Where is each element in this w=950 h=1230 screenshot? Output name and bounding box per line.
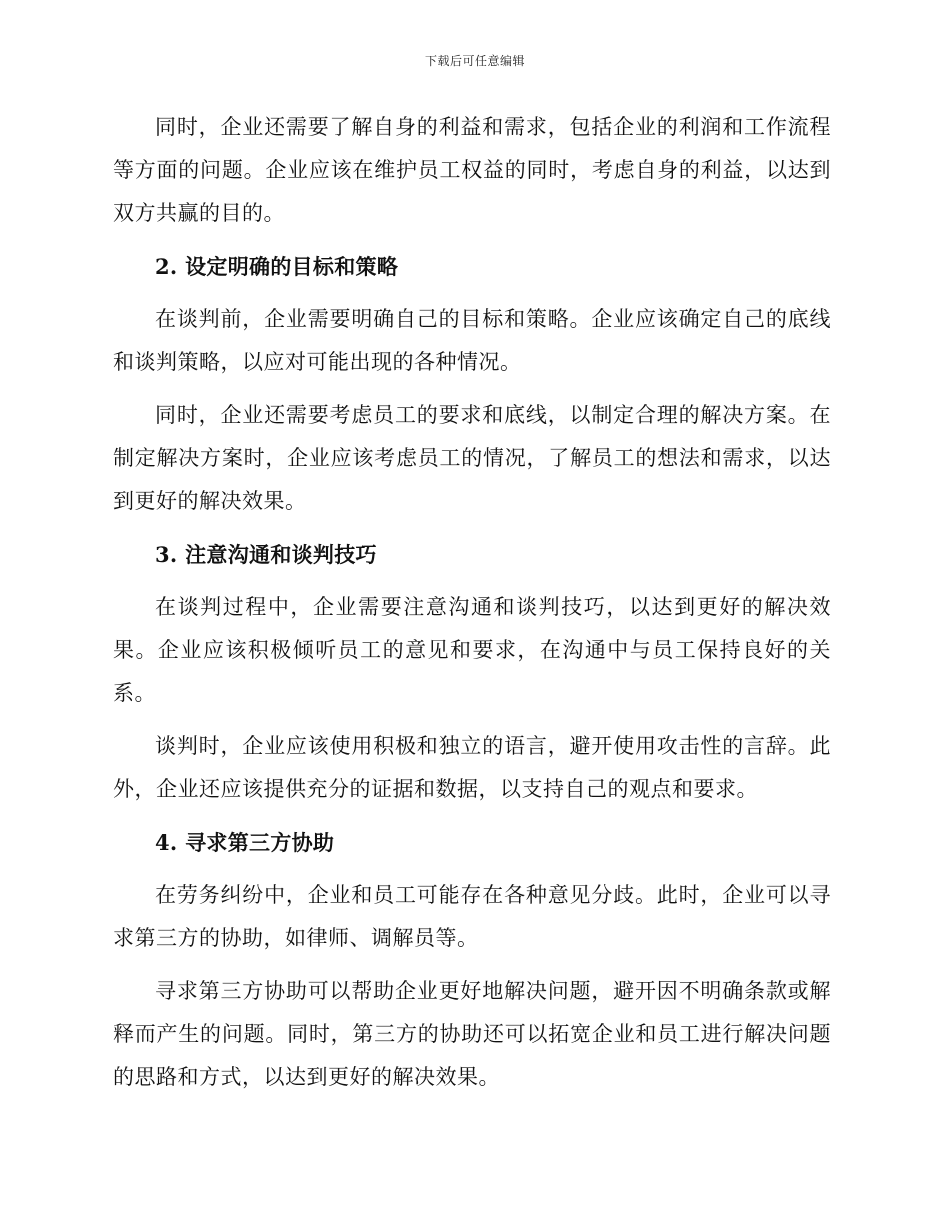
section-2-paragraph-2: 同时，企业还需要考虑员工的要求和底线，以制定合理的解决方案。在制定解决方案时，企业应该考虑员工的情况，了解员工的想法和需求，以达到更好的解决效果。 (113, 403, 831, 513)
document-body (113, 106, 831, 1099)
section-heading-3: 3. 注意沟通和谈判技巧 (155, 542, 377, 567)
section-4-paragraph-2: 寻求第三方协助可以帮助企业更好地解决问题，避开因不明确条款或解释而产生的问题。同时，第三方的协助还可以拓宽企业和员工进行解决问题的思路和方式，以达到更好的解决效果。 (113, 979, 831, 1089)
page-header: 下载后可任意编辑 (424, 54, 525, 68)
section-2-paragraph-1: 在谈判前，企业需要明确自己的目标和策略。企业应该确定自己的底线和谈判策略，以应对可能出现的各种情况。 (113, 307, 831, 374)
intro-paragraph: 同时，企业还需要了解自身的利益和需求，包括企业的利润和工作流程等方面的问题。企业应该在维护员工权益的同时，考虑自身的利益，以达到双方共赢的目的。 (113, 115, 831, 225)
section-4-paragraph-1: 在劳务纠纷中，企业和员工可能存在各种意见分歧。此时，企业可以寻求第三方的协助，如律师、调解员等。 (113, 883, 831, 950)
section-3-paragraph-2: 谈判时，企业应该使用积极和独立的语言，避开使用攻击性的言辞。此外，企业还应该提供充分的证据和数据，以支持自己的观点和要求。 (113, 734, 831, 801)
section-3-paragraph-1: 在谈判过程中，企业需要注意沟通和谈判技巧，以达到更好的解决效果。企业应该积极倾听员工的意见和要求，在沟通中与员工保持良好的关系。 (113, 595, 831, 705)
section-heading-2: 2. 设定明确的目标和策略 (155, 254, 399, 279)
section-heading-4: 4. 寻求第三方协助 (155, 830, 335, 855)
